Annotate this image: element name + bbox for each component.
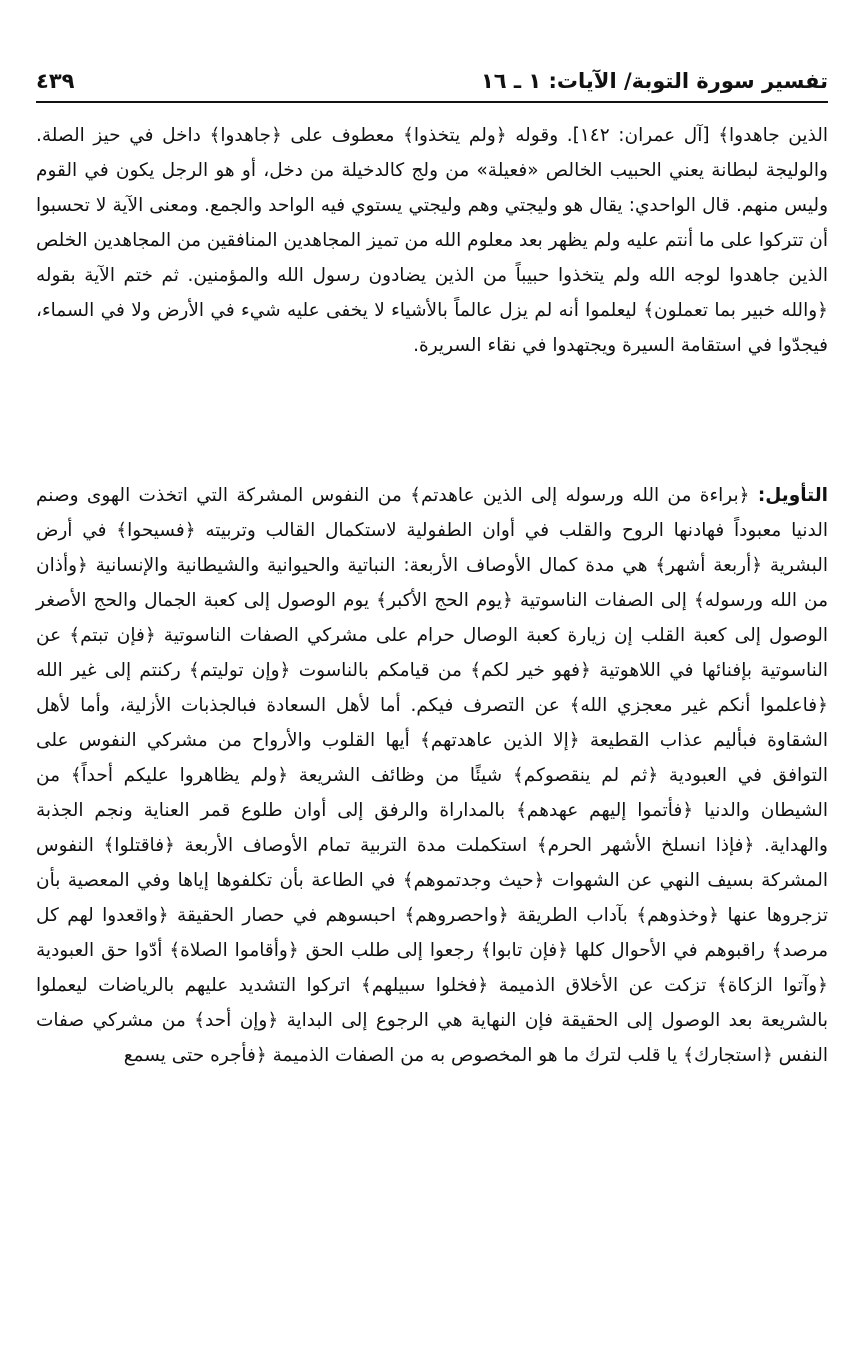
tafsir-paragraph — [36, 118, 828, 363]
paragraph-text: الذين جاهدوا﴾ [آل عمران: ١٤٢]. وقوله ﴿ولم يتخذوا﴾ معطوف على ﴿جاهدوا﴾ داخل في حيز الصلة. والوليجة لبطانة يعني الحبيب الخالص «فعيلة» من ولج كالدخيلة من دخل، أو هو الرجل يكون في القوم وليس منهم. قال الواحدي: يقال هو وليجتي وهم وليجتي يستوي فيه الواحد والجمع. ومعنى الآية لا تحسبوا أن تتركوا على ما أنتم عليه ولم يظهر بعد معلوم الله من تميز المجاهدين المنافقين من المجاهدين الخلص الذين جاهدوا لوجه الله ولم يتخذوا حبيباً من الذين يضادون رسول الله والمؤمنين. ثم ختم الآية بقوله ﴿والله خبير بما تعملون﴾ ليعلموا أنه لم يزل عالماً بالأشياء لا يخفى عليه شيء في الأرض ولا في السماء، فيجدّوا في استقامة السيرة ويجتهدوا في نقاء السريرة. — [36, 125, 828, 356]
tawil-heading: التأويل: — [757, 485, 828, 506]
header-divider — [36, 101, 828, 103]
running-title: تفسير سورة التوبة/ الآيات: ١ ـ ١٦ — [480, 69, 828, 93]
page-number: ٤٣٩ — [36, 69, 75, 93]
paragraph-text: ﴿براءة من الله ورسوله إلى الذين عاهدتم﴾ من النفوس المشركة التي اتخذت الهوى وصنم الدنيا معبوداً فهادنها الروح والقلب في أوان الطفولية لاستكمال القالب وتربيته ﴿فسيحوا﴾ في أرض البشرية ﴿أربعة أشهر﴾ هي مدة كمال الأوصاف الأربعة: النباتية والحيوانية والشيطانية والإنسانية ﴿وأذان من الله ورسوله﴾ إلى الصفات الناسوتية ﴿يوم الحج الأكبر﴾ يوم الوصول إلى كعبة الجمال والحج الأصغر الوصول إلى كعبة القلب إن زيارة كعبة الوصال حرام على مشركي الصفات الناسوتية ﴿فإن تبتم﴾ عن الناسوتية بإفنائها في اللاهوتية ﴿فهو خير لكم﴾ من قيامكم بالناسوت ﴿وإن توليتم﴾ ركنتم إلى غير الله ﴿فاعلموا أنكم غير معجزي الله﴾ عن التصرف فيكم. أما لأهل السعادة فبالجذبات الأزلية، وأما لأهل الشقاوة فبأليم عذاب القطيعة ﴿إلا الذين عاهدتهم﴾ أيها القلوب والأرواح من مشركي النفوس على التوافق في العبودية ﴿ثم لم ينقصوكم﴾ شيئًا من وظائف الشريعة ﴿ولم يظاهروا عليكم أحداً﴾ من الشيطان والدنيا ﴿فأتموا إليهم عهدهم﴾ بالمداراة والرفق إلى أوان طلوع قمر العناية ونجم الجذبة والهداية. ﴿فإذا انسلخ الأشهر الحرم﴾ استكملت مدة التربية تمام الأوصاف الأربعة ﴿فاقتلوا﴾ النفوس المشركة بسيف النهي عن الشهوات ﴿حيث وجدتموهم﴾ في الطاعة بأن تكلفوها إياها وفي المعصية بأن تزجروها عنها ﴿وخذوهم﴾ بآداب الطريقة ﴿واحصروهم﴾ احبسوهم في حصار الحقيقة ﴿واقعدوا لهم كل مرصد﴾ راقبوهم في الأحوال كلها ﴿فإن تابوا﴾ رجعوا إلى طلب الحق ﴿وأقاموا الصلاة﴾ أدّوا حق العبودية ﴿وآتوا الزكاة﴾ تزكت عن الأخلاق الذميمة ﴿فخلوا سبيلهم﴾ اتركوا التشديد عليهم بالرياضات ليعملوا بالشريعة بعد الوصول إلى الحقيقة فإن النهاية هي الرجوع إلى البداية ﴿وإن أحد﴾ من مشركي صفات النفس ﴿استجارك﴾ يا قلب لترك ما هو المخصوص به من الصفات الذميمة ﴿فأجره حتى يسمع — [36, 485, 828, 1066]
page-header — [36, 64, 828, 98]
tawil-paragraph — [36, 478, 828, 1073]
